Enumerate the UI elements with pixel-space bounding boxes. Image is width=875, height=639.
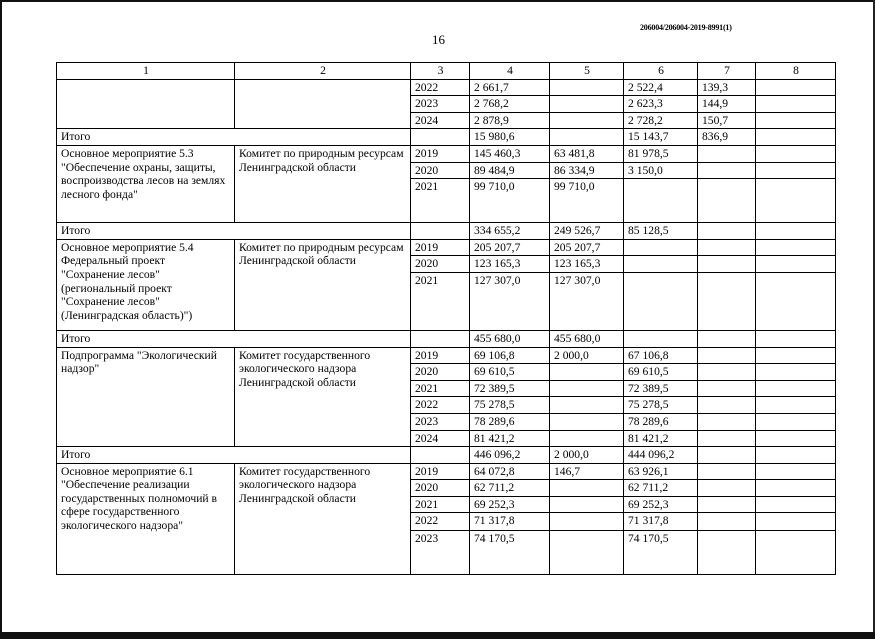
regional-cell: 71 317,8 — [624, 513, 698, 531]
local-cell — [698, 162, 756, 179]
column-header: 8 — [756, 63, 836, 80]
regional-cell: 3 150,0 — [624, 162, 698, 179]
federal-cell: 146,7 — [550, 463, 624, 480]
federal-cell — [550, 112, 624, 129]
total-label: Итого — [57, 330, 411, 347]
regional-cell — [624, 256, 698, 273]
other-cell — [756, 79, 836, 96]
regional-cell: 62 711,2 — [624, 480, 698, 497]
column-header: 3 — [411, 63, 470, 80]
other-cell — [756, 239, 836, 256]
regional-cell: 2 522,4 — [624, 79, 698, 96]
local-cell — [698, 397, 756, 414]
total-cell: 69 610,5 — [470, 364, 550, 381]
year-cell: 2019 — [411, 145, 470, 162]
local-cell — [698, 256, 756, 273]
year-cell: 2022 — [411, 79, 470, 96]
executor-cell: Комитет по природным ресурсам Ленинградской области — [235, 239, 411, 330]
year-cell: 2023 — [411, 413, 470, 430]
regional-cell: 2 728,2 — [624, 112, 698, 129]
year-cell: 2024 — [411, 430, 470, 447]
year-cell — [411, 447, 470, 464]
year-cell: 2019 — [411, 239, 470, 256]
federal-cell: 86 334,9 — [550, 162, 624, 179]
total-label: Итого — [57, 447, 411, 464]
total-cell: 71 317,8 — [470, 513, 550, 531]
activity-cell: Подпрограмма "Экологический надзор" — [57, 347, 235, 447]
table-row-total — [57, 330, 836, 347]
federal-cell — [550, 513, 624, 531]
federal-cell — [550, 480, 624, 497]
column-header: 5 — [550, 63, 624, 80]
local-cell — [698, 239, 756, 256]
total-cell: 334 655,2 — [470, 223, 550, 240]
regional-cell: 67 106,8 — [624, 347, 698, 364]
budget-table — [56, 62, 836, 575]
column-header: 4 — [470, 63, 550, 80]
other-cell — [756, 256, 836, 273]
regional-cell: 74 170,5 — [624, 531, 698, 575]
year-cell: 2024 — [411, 112, 470, 129]
regional-cell: 63 926,1 — [624, 463, 698, 480]
other-cell — [756, 112, 836, 129]
federal-cell — [550, 380, 624, 397]
other-cell — [756, 397, 836, 414]
local-cell — [698, 480, 756, 497]
other-cell — [756, 380, 836, 397]
federal-cell: 249 526,7 — [550, 223, 624, 240]
year-cell — [411, 330, 470, 347]
regional-cell: 72 389,5 — [624, 380, 698, 397]
regional-cell — [624, 239, 698, 256]
federal-cell: 99 710,0 — [550, 179, 624, 223]
regional-cell: 78 289,6 — [624, 413, 698, 430]
regional-cell — [624, 330, 698, 347]
year-cell: 2021 — [411, 179, 470, 223]
federal-cell — [550, 96, 624, 113]
other-cell — [756, 179, 836, 223]
other-cell — [756, 145, 836, 162]
local-cell: 836,9 — [698, 129, 756, 146]
year-cell — [411, 223, 470, 240]
other-cell — [756, 330, 836, 347]
activity-cell: Основное мероприятие 6.1 "Обеспечение реализации государственных полномочий в сфере государственного экологического надзора" — [57, 463, 235, 575]
local-cell — [698, 413, 756, 430]
total-cell: 78 289,6 — [470, 413, 550, 430]
table-row — [57, 347, 836, 364]
column-header: 6 — [624, 63, 698, 80]
total-cell: 2 661,7 — [470, 79, 550, 96]
year-cell — [411, 129, 470, 146]
total-cell: 446 096,2 — [470, 447, 550, 464]
other-cell — [756, 513, 836, 531]
year-cell: 2022 — [411, 513, 470, 531]
total-cell: 145 460,3 — [470, 145, 550, 162]
scan-border-left — [0, 0, 2, 639]
local-cell — [698, 531, 756, 575]
total-label: Итого — [57, 129, 411, 146]
other-cell — [756, 129, 836, 146]
local-cell — [698, 463, 756, 480]
table-row — [57, 79, 836, 96]
other-cell — [756, 496, 836, 513]
regional-cell: 444 096,2 — [624, 447, 698, 464]
table-row-total — [57, 223, 836, 240]
year-cell: 2020 — [411, 480, 470, 497]
federal-cell — [550, 413, 624, 430]
executor-cell: Комитет государственного экологического надзора Ленинградской области — [235, 463, 411, 575]
total-cell: 2 878,9 — [470, 112, 550, 129]
federal-cell — [550, 129, 624, 146]
local-cell — [698, 347, 756, 364]
activity-cell — [57, 79, 235, 129]
year-cell: 2020 — [411, 364, 470, 381]
federal-cell — [550, 364, 624, 381]
federal-cell: 123 165,3 — [550, 256, 624, 273]
local-cell — [698, 223, 756, 240]
total-cell: 69 106,8 — [470, 347, 550, 364]
scan-border-top — [0, 0, 875, 2]
regional-cell: 81 978,5 — [624, 145, 698, 162]
scan-border-bottom — [0, 632, 875, 639]
other-cell — [756, 162, 836, 179]
local-cell — [698, 380, 756, 397]
year-cell: 2023 — [411, 96, 470, 113]
local-cell: 139,3 — [698, 79, 756, 96]
executor-cell — [235, 79, 411, 129]
total-cell: 81 421,2 — [470, 430, 550, 447]
executor-cell: Комитет государственного экологического надзора Ленинградской области — [235, 347, 411, 447]
regional-cell — [624, 179, 698, 223]
regional-cell: 75 278,5 — [624, 397, 698, 414]
year-cell: 2022 — [411, 397, 470, 414]
total-cell: 99 710,0 — [470, 179, 550, 223]
activity-cell: Основное мероприятие 5.4 Федеральный проект "Сохранение лесов" (региональный проект "Сохранение лесов" (Ленинградская область)") — [57, 239, 235, 330]
federal-cell: 127 307,0 — [550, 272, 624, 330]
total-cell: 127 307,0 — [470, 272, 550, 330]
local-cell — [698, 364, 756, 381]
federal-cell: 63 481,8 — [550, 145, 624, 162]
total-cell: 15 980,6 — [470, 129, 550, 146]
year-cell: 2019 — [411, 347, 470, 364]
total-cell: 72 389,5 — [470, 380, 550, 397]
regional-cell — [624, 272, 698, 330]
other-cell — [756, 364, 836, 381]
federal-cell — [550, 430, 624, 447]
local-cell — [698, 430, 756, 447]
total-cell: 75 278,5 — [470, 397, 550, 414]
table-row — [57, 463, 836, 480]
year-cell: 2021 — [411, 496, 470, 513]
regional-cell: 15 143,7 — [624, 129, 698, 146]
table-row — [57, 145, 836, 162]
document-number: 206004/206004-2019-8991(1) — [640, 23, 732, 32]
federal-cell: 2 000,0 — [550, 447, 624, 464]
total-label: Итого — [57, 223, 411, 240]
local-cell — [698, 330, 756, 347]
other-cell — [756, 96, 836, 113]
regional-cell: 81 421,2 — [624, 430, 698, 447]
total-cell: 74 170,5 — [470, 531, 550, 575]
local-cell — [698, 272, 756, 330]
regional-cell: 69 252,3 — [624, 496, 698, 513]
year-cell: 2020 — [411, 162, 470, 179]
local-cell: 150,7 — [698, 112, 756, 129]
local-cell — [698, 447, 756, 464]
regional-cell: 85 128,5 — [624, 223, 698, 240]
federal-cell: 205 207,7 — [550, 239, 624, 256]
year-cell: 2020 — [411, 256, 470, 273]
table-row-total — [57, 129, 836, 146]
total-cell: 64 072,8 — [470, 463, 550, 480]
column-header: 1 — [57, 63, 235, 80]
total-cell: 62 711,2 — [470, 480, 550, 497]
other-cell — [756, 223, 836, 240]
table-row-total — [57, 447, 836, 464]
federal-cell — [550, 79, 624, 96]
other-cell — [756, 480, 836, 497]
other-cell — [756, 272, 836, 330]
total-cell: 205 207,7 — [470, 239, 550, 256]
local-cell — [698, 145, 756, 162]
federal-cell: 2 000,0 — [550, 347, 624, 364]
other-cell — [756, 531, 836, 575]
local-cell — [698, 513, 756, 531]
table-header-row — [57, 63, 836, 80]
federal-cell: 455 680,0 — [550, 330, 624, 347]
year-cell: 2021 — [411, 380, 470, 397]
total-cell: 123 165,3 — [470, 256, 550, 273]
other-cell — [756, 347, 836, 364]
local-cell — [698, 496, 756, 513]
federal-cell — [550, 397, 624, 414]
local-cell: 144,9 — [698, 96, 756, 113]
federal-cell — [550, 496, 624, 513]
activity-cell: Основное мероприятие 5.3 "Обеспечение охраны, защиты, воспроизводства лесов на землях лесного фонда" — [57, 145, 235, 222]
year-cell: 2023 — [411, 531, 470, 575]
total-cell: 69 252,3 — [470, 496, 550, 513]
total-cell: 89 484,9 — [470, 162, 550, 179]
page-number: 16 — [432, 32, 445, 47]
federal-cell — [550, 531, 624, 575]
regional-cell: 2 623,3 — [624, 96, 698, 113]
local-cell — [698, 179, 756, 223]
year-cell: 2021 — [411, 272, 470, 330]
total-cell: 2 768,2 — [470, 96, 550, 113]
other-cell — [756, 430, 836, 447]
column-header: 2 — [235, 63, 411, 80]
executor-cell: Комитет по природным ресурсам Ленинградской области — [235, 145, 411, 222]
regional-cell: 69 610,5 — [624, 364, 698, 381]
year-cell: 2019 — [411, 463, 470, 480]
table-row — [57, 239, 836, 256]
other-cell — [756, 413, 836, 430]
total-cell: 455 680,0 — [470, 330, 550, 347]
other-cell — [756, 463, 836, 480]
column-header: 7 — [698, 63, 756, 80]
other-cell — [756, 447, 836, 464]
